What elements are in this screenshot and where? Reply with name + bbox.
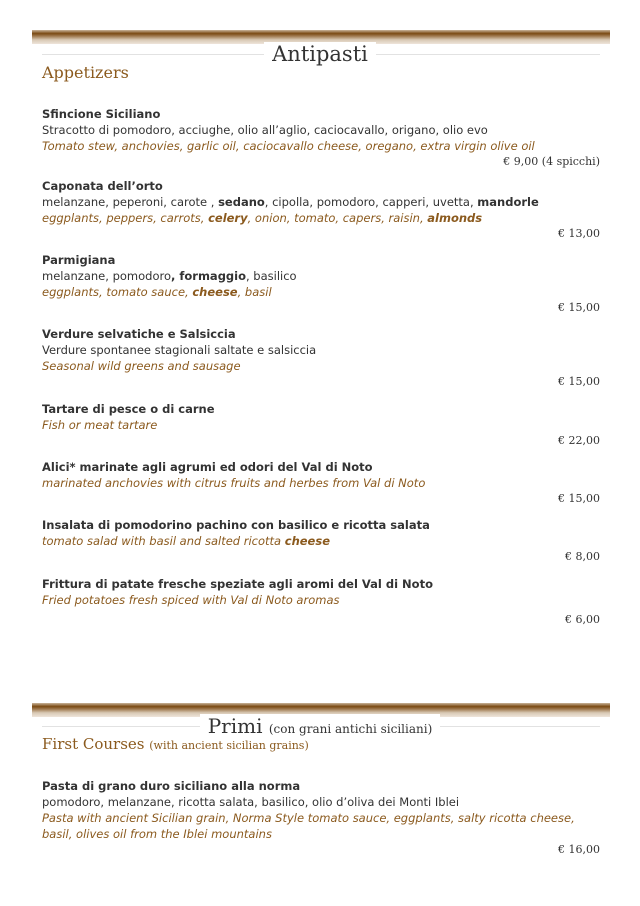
description-segment: eggplants, tomato sauce, (42, 285, 193, 299)
item-description-en (42, 810, 600, 842)
description-segment: , cipolla, pomodoro, capperi, uvetta, (264, 195, 478, 209)
description-segment: Fried potatoes fresh spiced with Val di Noto aromas (42, 593, 340, 607)
item-name: Alici* marinate agli agrumi ed odori del Val di Noto (42, 460, 373, 474)
description-segment: Seasonal wild greens and sausage (42, 359, 241, 373)
description-segment: cheese (192, 285, 238, 299)
item-name: Pasta di grano duro siciliano alla norma (42, 779, 301, 793)
item-name: Verdure selvatiche e Salsiccia (42, 327, 236, 341)
description-segment: pomodoro, melanzane, ricotta salata, basilico, olio d’oliva dei Monti Iblei (42, 795, 460, 809)
item-name: Parmigiana (42, 253, 116, 267)
menu-item (42, 576, 600, 628)
description-segment: sedano (218, 195, 265, 209)
menu-item (42, 106, 600, 170)
item-price: € 16,00 (558, 843, 600, 856)
item-description-en (42, 417, 600, 433)
menu-item (42, 252, 600, 316)
description-segment: melanzane, pomodoro (42, 269, 171, 283)
item-price: € 6,00 (565, 613, 600, 626)
item-description-it (42, 268, 600, 284)
description-segment: almonds (427, 211, 483, 225)
description-segment: , basil (237, 285, 272, 299)
description-segment: tomato salad with basil and salted ricotta (42, 534, 285, 548)
item-description-it (42, 194, 600, 210)
description-segment: mandorle (477, 195, 539, 209)
item-description-en (42, 210, 600, 226)
item-name: Insalata di pomodorino pachino con basilico e ricotta salata (42, 518, 430, 532)
description-segment: celery (208, 211, 248, 225)
menu-item (42, 401, 600, 449)
item-description-it (42, 122, 600, 138)
description-segment: , basilico (246, 269, 297, 283)
item-description-en (42, 358, 600, 374)
item-price: € 15,00 (558, 375, 600, 388)
item-name: Caponata dell’orto (42, 179, 163, 193)
description-segment: cheese (284, 534, 330, 548)
section-title-primi: Primi (con grani antichi siciliani) (0, 714, 640, 738)
menu-item (42, 178, 600, 242)
section-subtitle-appetizers: Appetizers (42, 63, 129, 82)
description-segment: Verdure spontanee stagionali saltate e salsiccia (42, 343, 317, 357)
item-description-en (42, 533, 600, 549)
menu-item (42, 459, 600, 507)
description-segment: melanzane, peperoni, carote , (42, 195, 219, 209)
item-price: € 15,00 (558, 492, 600, 505)
item-description-en (42, 284, 600, 300)
description-segment: Pasta with ancient Sicilian grain, Norma Style tomato sauce, eggplants, salty ricotta cheese, basil, olives oil from the Iblei mountains (42, 811, 575, 841)
item-price: € 15,00 (558, 301, 600, 314)
description-segment: Tomato stew, anchovies, garlic oil, caciocavallo cheese, oregano, extra virgin olive oil (42, 139, 535, 153)
item-price: € 13,00 (558, 227, 600, 240)
menu-item (42, 517, 600, 565)
menu-item (42, 778, 600, 858)
section-subtitle-first-courses: First Courses (with ancient sicilian grains) (42, 735, 309, 753)
item-description-en (42, 138, 600, 154)
description-segment: Fish or meat tartare (42, 418, 158, 432)
item-name: Sfincione Siciliano (42, 107, 161, 121)
section-title-antipasti: Antipasti (0, 42, 640, 66)
description-segment: , onion, tomato, capers, raisin, (247, 211, 428, 225)
item-price: € 8,00 (565, 550, 600, 563)
description-segment: eggplants, peppers, carrots, (42, 211, 209, 225)
item-price: € 22,00 (558, 434, 600, 447)
description-segment: , formaggio (171, 269, 246, 283)
item-description-en (42, 475, 600, 491)
description-segment: marinated anchovies with citrus fruits and herbes from Val di Noto (42, 476, 426, 490)
item-name: Tartare di pesce o di carne (42, 402, 215, 416)
item-name: Frittura di patate fresche speziate agli aromi del Val di Noto (42, 577, 433, 591)
item-price: € 9,00 (4 spicchi) (503, 155, 600, 168)
item-description-it (42, 342, 600, 358)
menu-item (42, 326, 600, 390)
item-description-it (42, 794, 600, 810)
description-segment: Stracotto di pomodoro, acciughe, olio all’aglio, caciocavallo, origano, olio evo (42, 123, 488, 137)
item-description-en (42, 592, 600, 608)
